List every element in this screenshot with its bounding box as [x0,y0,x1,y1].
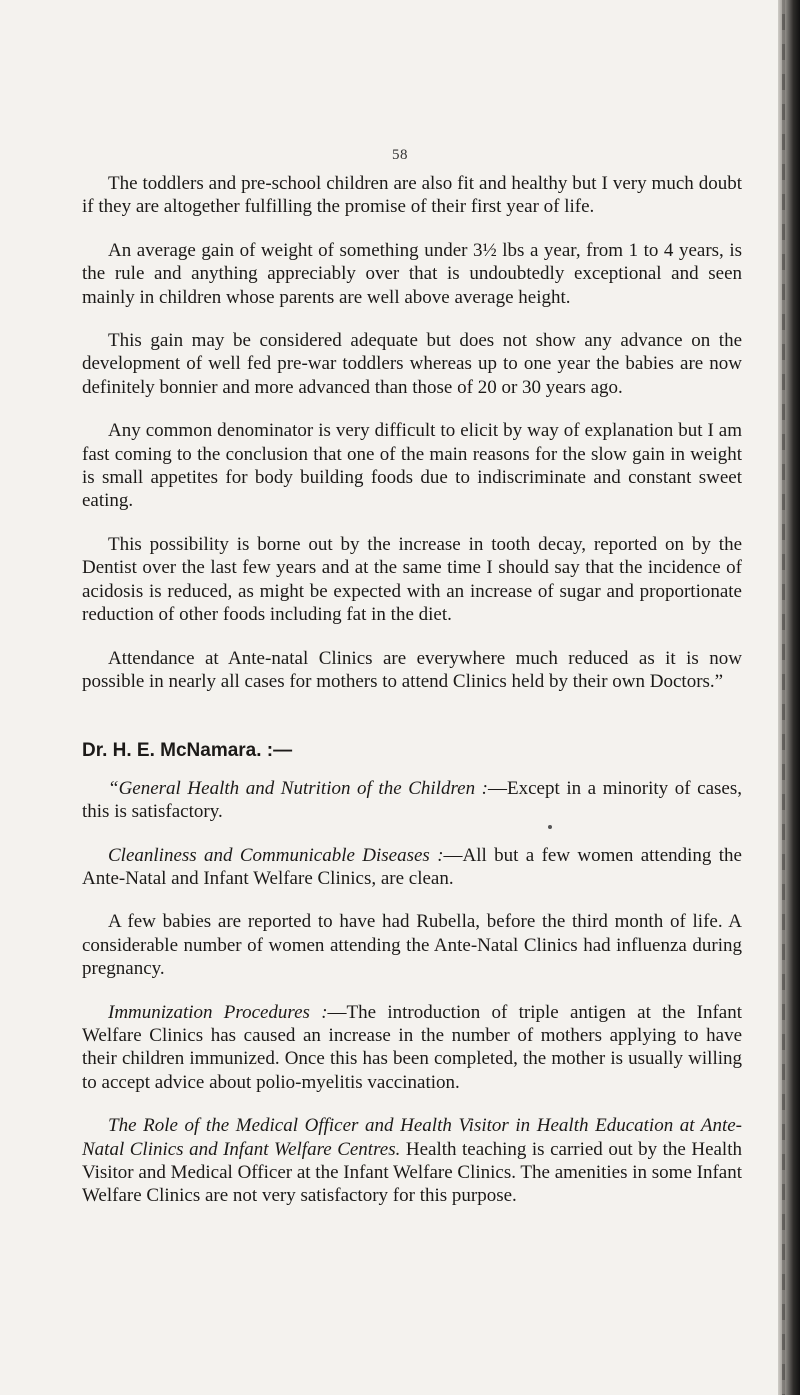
page-number: 58 [392,147,408,163]
section-heading: Dr. H. E. McNamara. :— [82,740,293,762]
paragraph-health-education [82,1114,742,1208]
scan-speck [548,825,552,829]
paragraph-cleanliness-text: —All but a few women attending the Ante-Natal and Infant Welfare Clinics, are clean. [82,844,742,889]
paragraph-cleanliness-title: Cleanliness and Communicable Diseases : [108,844,444,866]
paragraph-general-health-title: “General Health and Nutrition of the Children : [108,777,488,799]
paragraph-immunization-title: Immunization Procedures : [108,1001,328,1023]
paragraph-health-education-text: Health teaching is carried out by the Health Visitor and Medical Officer at the Infant Welfare Clinics. The amenities in some Infant Welfare Clinics are not very satisfactory for this purpose. [82,1138,743,1207]
paragraph-immunization-text: —The introduction of triple antigen at the Infant Welfare Clinics has caused an increase in the number of mothers applying to have their children immunized. Once this has been completed, the mother is usually willing to accept advice about polio-myelitis vaccination. [82,1001,742,1093]
paragraph-cleanliness [82,844,742,891]
paragraph-development: This gain may be considered adequate but does not show any advance on the development of well fed pre-war toddlers whereas up to one year the babies are now definitely bonnier and more advanced than those of 20 or 30 years ago. [82,330,742,398]
paragraph-toddlers: The toddlers and pre-school children are also fit and healthy but I very much doubt if they are altogether fulfilling the promise of their first year of life. [82,173,742,218]
page-body [82,172,742,1228]
paragraph-health-education-title: The Role of the Medical Officer and Health Visitor in Health Education at Ante-Natal Clinics and Infant Welfare Centres. [82,1115,742,1160]
paragraph-weight-gain: An average gain of weight of something under 3½ lbs a year, from 1 to 4 years, is the rule and anything appreciably over that is undoubtedly exceptional and seen mainly in children whose parents are well above average height. [82,239,742,308]
paragraph-general-health [82,777,742,824]
paragraph-immunization [82,1001,742,1095]
paragraph-appetites: Any common denominator is very difficult to elicit by way of explanation but I am fast coming to the conclusion that one of the main reasons for the slow gain in weight is small appetites for body building foods due to indiscriminate and constant sweet eating. [82,420,742,512]
paragraph-rubella: A few babies are reported to have had Rubella, before the third month of life. A considerable number of women attending the Ante-Natal Clinics had influenza during pregnancy. [82,911,742,980]
book-binding-edge [778,0,800,1395]
paragraph-ante-natal-attendance: Attendance at Ante-natal Clinics are everywhere much reduced as it is now possible in nearly all cases for mothers to attend Clinics held by their own Doctors.” [82,647,742,692]
paragraph-general-health-text: —Except in a minority of cases, this is satisfactory. [82,777,742,823]
paragraph-tooth-decay: This possibility is borne out by the increase in tooth decay, reported on by the Dentist over the last few years and at the same time I should say that the incidence of acidosis is reduced, as might be expected with an increase of sugar and proportionate reduction of other foods including fat in the diet. [82,533,742,626]
